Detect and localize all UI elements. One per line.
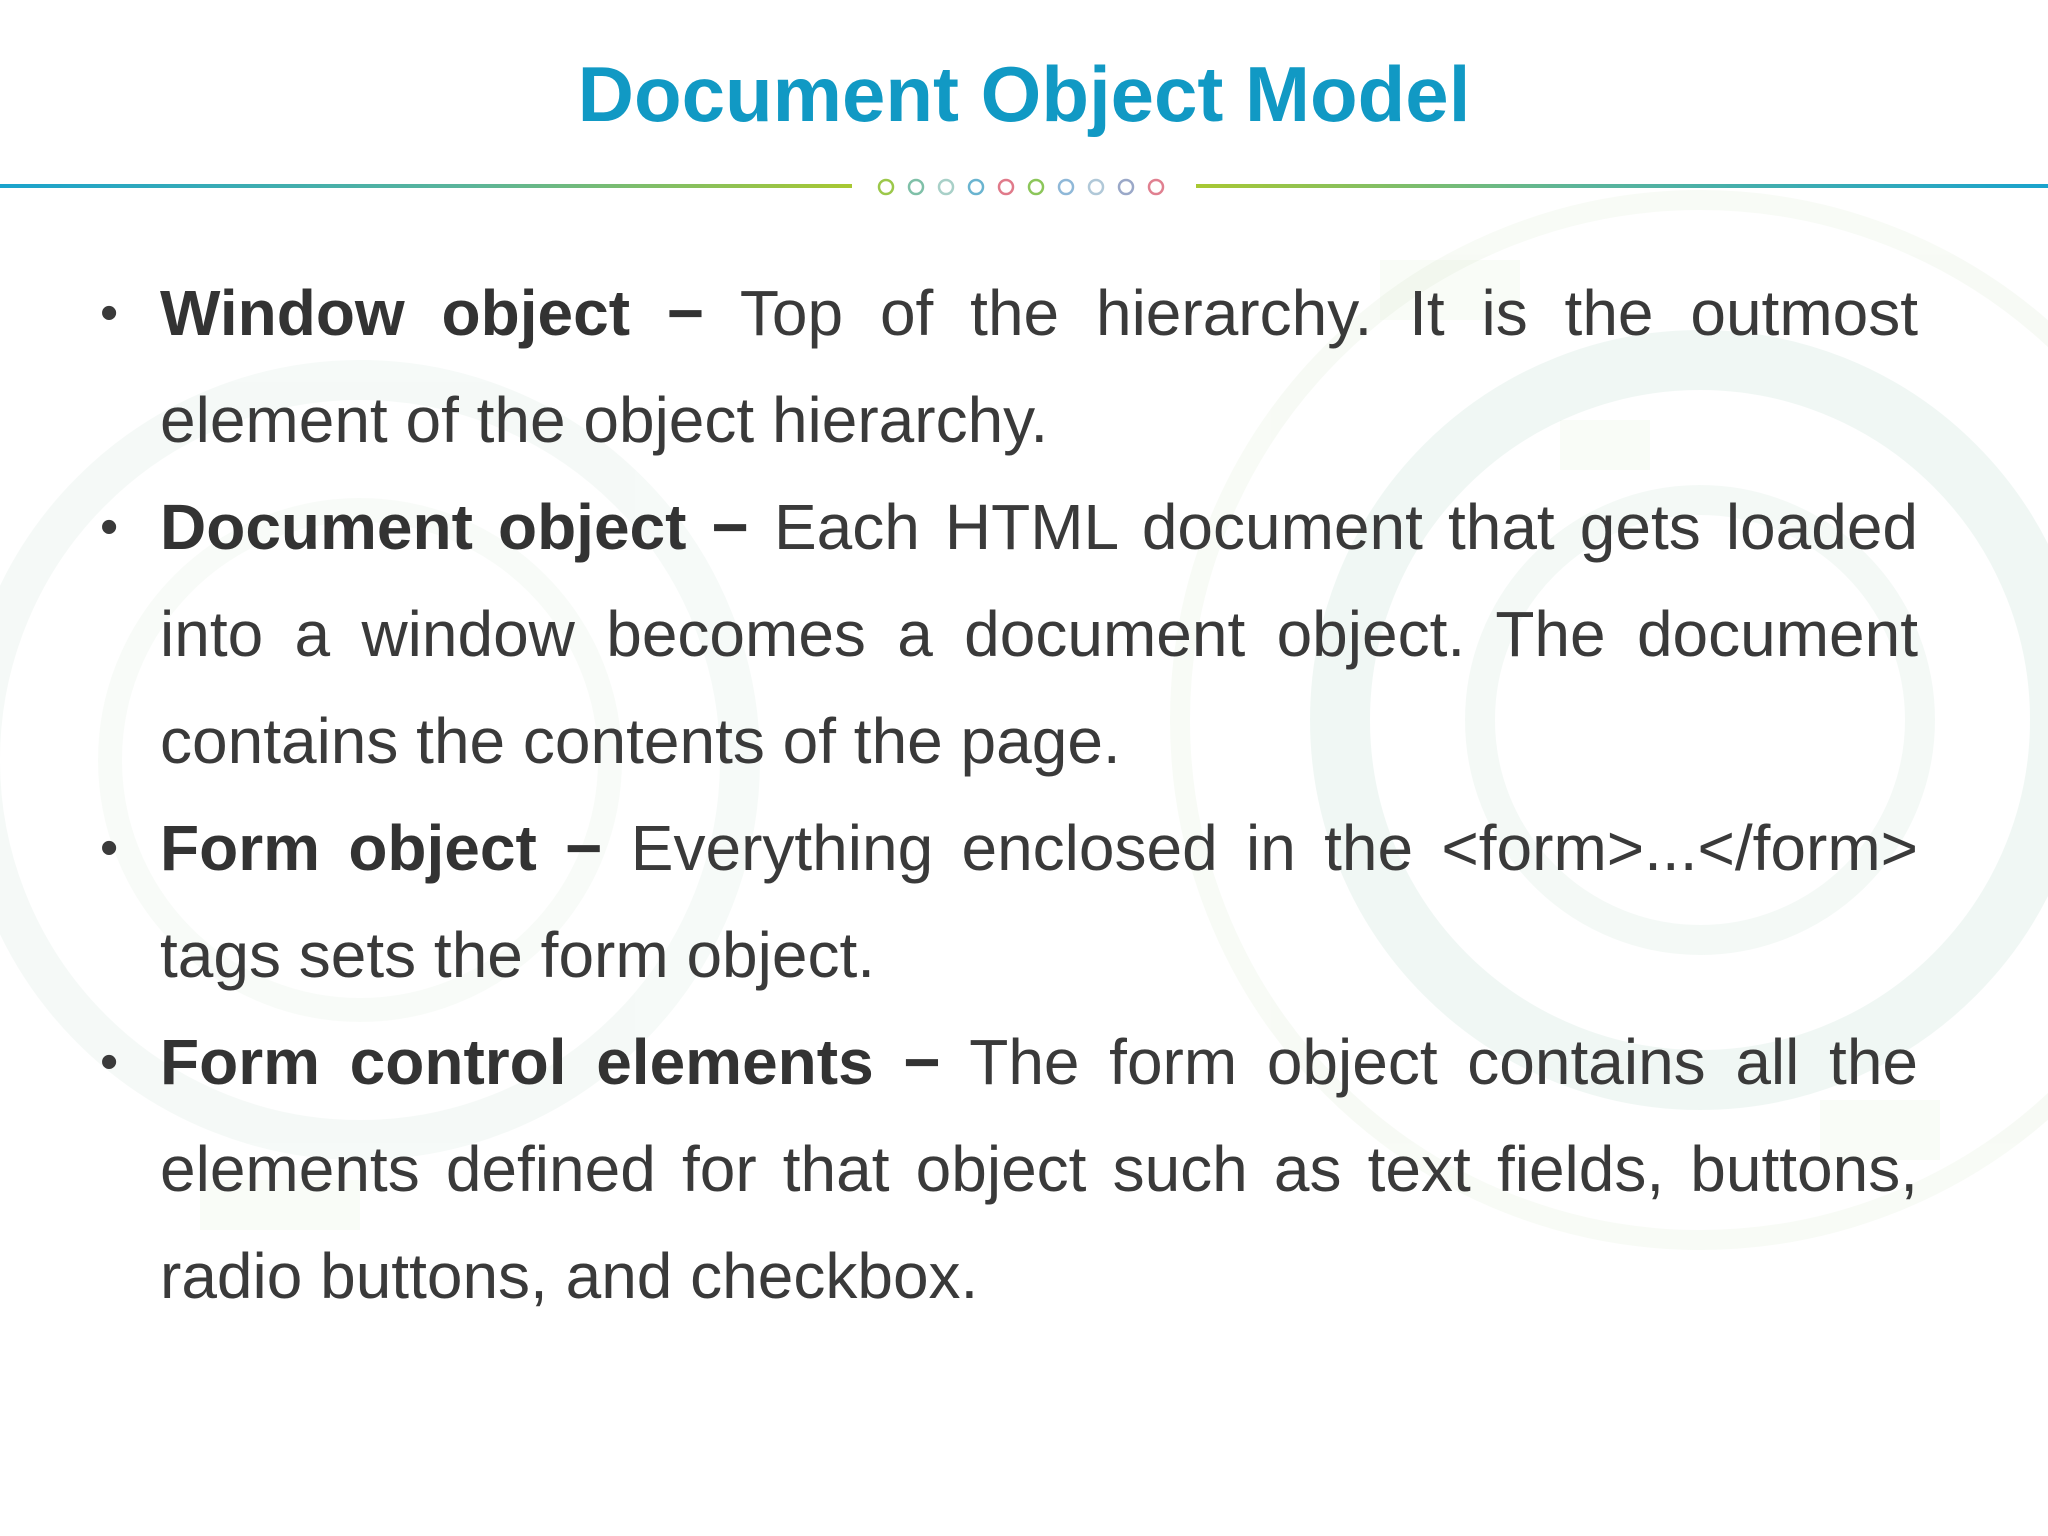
title-divider-left	[0, 184, 852, 188]
bullet-term: Form control elements −	[160, 1026, 941, 1098]
bullet-term: Window object −	[160, 277, 705, 349]
bullet-term: Form object −	[160, 812, 603, 884]
slide-title: Document Object Model	[577, 50, 1471, 138]
bullet-form-control-elements	[92, 1009, 1918, 1330]
bullet-window-object	[92, 260, 1918, 474]
bullet-dot-icon: •	[100, 498, 119, 556]
title-divider-right	[1196, 184, 2048, 188]
bullet-dot-icon: •	[100, 284, 119, 342]
divider-circles-ornament	[872, 176, 1172, 198]
bullet-form-object	[92, 795, 1918, 1009]
bullet-dot-icon: •	[100, 819, 119, 877]
bullet-text: Each HTML document that gets loaded into a window becomes a document object. The document contains the contents of the page.	[160, 491, 1918, 777]
bullet-dot-icon: •	[100, 1033, 119, 1091]
bullet-text: The form object contains all the elements defined for that object such as text fields, buttons, radio buttons, and checkbox.	[160, 1026, 1918, 1312]
bullet-text: Everything enclosed in the <form>...</form> tags sets the form object.	[160, 812, 1918, 991]
bullet-document-object	[92, 474, 1918, 795]
bullet-list	[92, 260, 1918, 1330]
bullet-text: Top of the hierarchy. It is the outmost element of the object hierarchy.	[160, 277, 1918, 456]
bullet-term: Document object −	[160, 491, 749, 563]
